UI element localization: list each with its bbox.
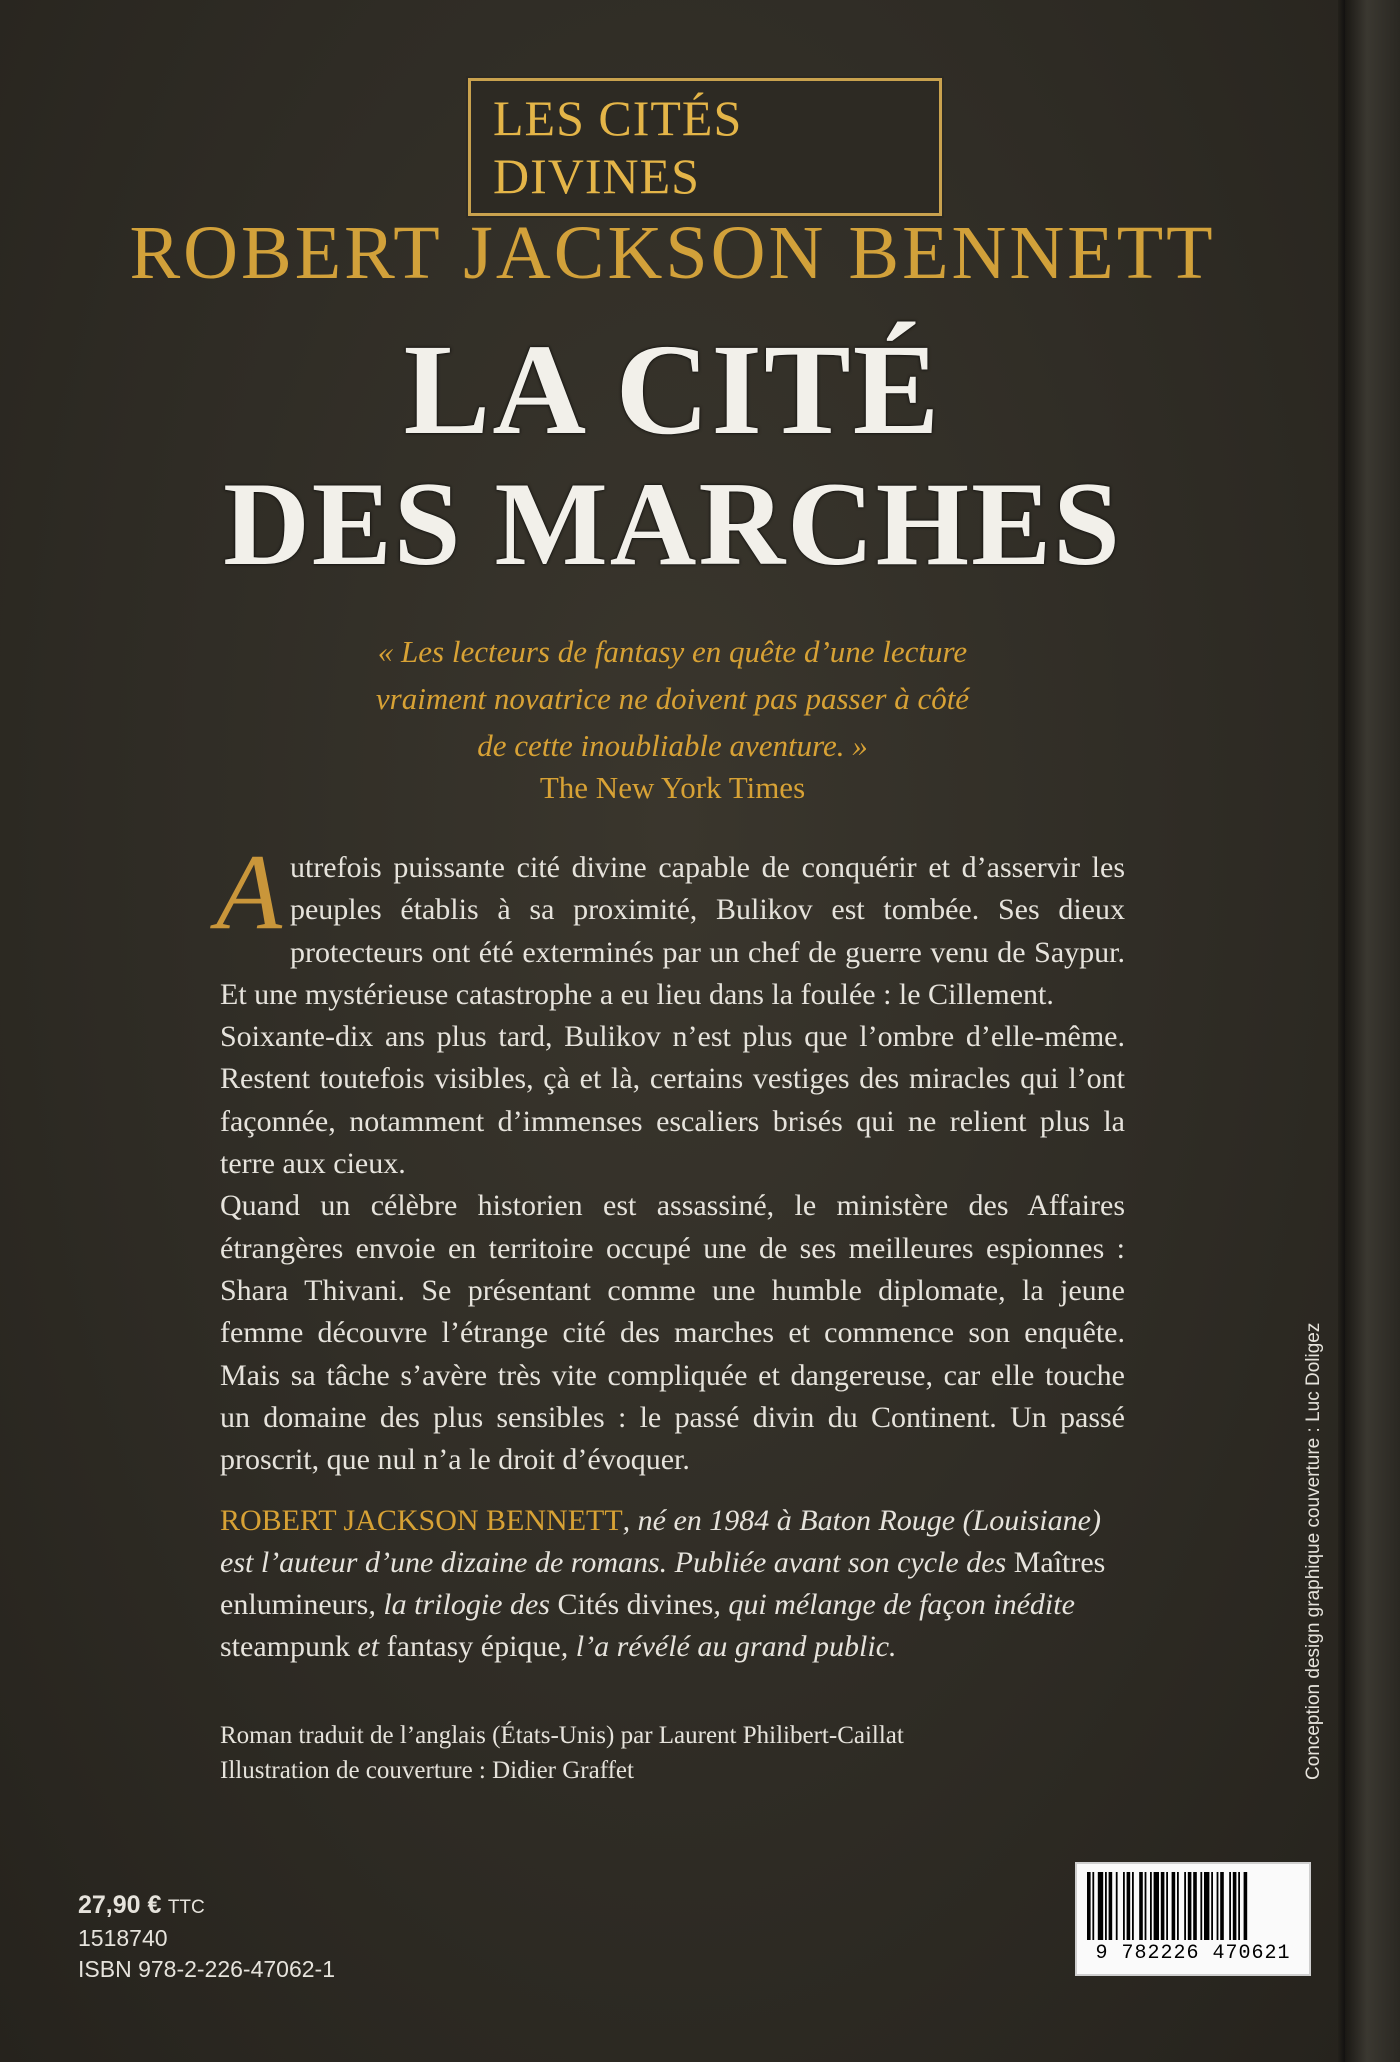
design-credit-wrapper — [1303, 1322, 1324, 1800]
press-quote-line-1: « Les lecteurs de fantasy en quête d’une lecture — [377, 634, 968, 669]
price-line — [78, 1890, 335, 1923]
illustration-credit: Illustration de couverture : Didier Graffet — [220, 1757, 634, 1784]
press-quote-source: The New York Times — [539, 770, 806, 805]
bio-text-3: , qui mélange de façon inédite — [713, 1588, 1075, 1621]
book-spine — [1345, 0, 1400, 2062]
press-quote-line-3: de cette inoubliable aventure. » — [477, 728, 868, 763]
bio-text-4: et — [349, 1630, 387, 1663]
isbn: ISBN 978-2-226-47062-1 — [78, 1956, 335, 1982]
synopsis-paragraph-3: Quand un célèbre historien est assassiné, le ministère des Affaires étrangères envoie en territoire occupé une de ses meilleures espionnes : Shara Thivani. Se présentant comme une humble diplomate, la jeune femme découvre l’étrange cité des marches et commence son enquête. Mais sa tâche s’avère très vite compliquée et dangereuse, car elle touche un domaine des plus sensibles : le passé divin du Continent. Un passé proscrit, que nul n’a le droit d’évoquer. — [220, 1189, 1125, 1477]
synopsis-paragraph-2: Soixante-dix ans plus tard, Bulikov n’est plus que l’ombre d’elle-même. Restent toutefois visibles, çà et là, certains vestiges des miracles qui l’ont façonnée, notamment d’immenses escaliers brisés qui ne relient plus la terre aux cieux. — [220, 1020, 1125, 1181]
translation-credit: Roman traduit de l’anglais (États-Unis) par Laurent Philibert-Caillat — [220, 1722, 904, 1749]
author-bio — [220, 1500, 1130, 1668]
book-title-line-1: LA CITÉ — [403, 318, 942, 462]
cover-edge — [1338, 0, 1345, 2062]
price: 27,90 € — [78, 1891, 162, 1919]
barcode-number: 9 782226 470621 — [1095, 1942, 1291, 1965]
price-suffix: TTC — [167, 1897, 205, 1918]
series-name: LES CITÉS DIVINES — [493, 90, 743, 204]
price-block — [78, 1890, 335, 1985]
bio-text-5: , l’a révélé au grand public. — [560, 1630, 897, 1663]
synopsis-paragraph-1-text: utrefois puissante cité divine capable de conquérir et d’asservir les peuples établis à sa proximité, Bulikov est tombée. Ses dieux protecteurs ont été exterminés par un chef de guerre venu de Saypur. Et une mystérieuse catastrophe a eu lieu dans la foulée : le Cillement. — [220, 851, 1125, 1011]
synopsis — [216, 833, 1125, 1481]
bio-author-name: ROBERT JACKSON BENNETT — [220, 1504, 623, 1537]
bio-term-2: Cités divines — [557, 1588, 714, 1621]
author-name: ROBERT JACKSON BENNETT — [129, 211, 1216, 295]
book-title-line-2: DES MARCHES — [223, 457, 1122, 590]
bio-term-4: fantasy épique — [386, 1630, 561, 1663]
design-credit: Conception design graphique couverture : Luc Doligez — [1303, 1322, 1324, 1780]
bio-text-1: , né en 1984 à Baton Rouge (Louisiane) est l’auteur d’une dizaine de romans. Publiée avant son cycle des — [220, 1504, 1101, 1579]
bio-term-3: steampunk — [220, 1630, 350, 1663]
bio-text-2: , la trilogie des — [368, 1588, 558, 1621]
barcode-bars — [1087, 1872, 1299, 1940]
drop-cap: A — [216, 833, 282, 952]
product-code: 1518740 — [78, 1925, 168, 1951]
barcode — [1075, 1862, 1311, 1976]
series-banner — [468, 84, 942, 210]
synopsis-paragraph-1 — [216, 833, 1125, 1016]
series-frame — [468, 78, 942, 216]
press-quote-line-2: vraiment novatrice ne doivent pas passer à côté — [375, 681, 970, 716]
bio-term-1: Maîtres enlumineurs — [220, 1546, 1106, 1621]
credits — [220, 1718, 904, 1788]
